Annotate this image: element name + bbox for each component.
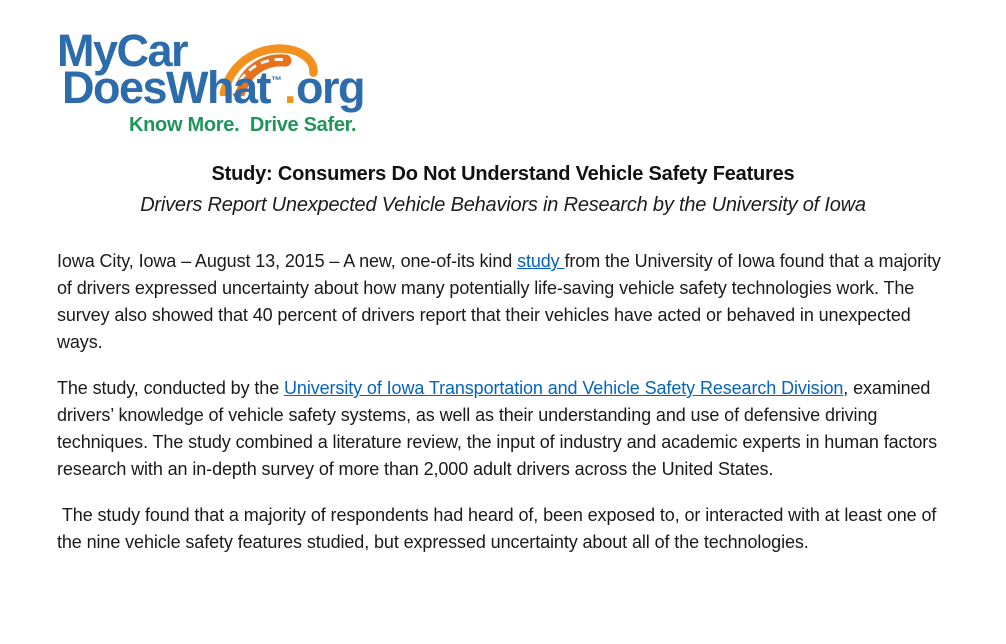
logo-line1: MyCar [57, 25, 188, 76]
logo-tagline: Know More. Drive Safer. [129, 114, 357, 136]
paragraph-text: The study, conducted by the [57, 378, 285, 398]
paragraph [57, 375, 957, 483]
paragraph-text: , examined drivers’ knowledge of vehicle safety systems, as well as their understanding and use of defensive driving techniques. The study combined a literature review, the input of industry and academic experts in human factors research with an in-depth survey of more than 2,000 adult drivers across the United States. [57, 378, 938, 479]
paragraph [57, 502, 957, 556]
logo-text-doeswhat-org [62, 62, 365, 113]
paragraph-text: from the University of Iowa found that a majority of drivers expressed uncertainty about how many potentially life-saving vehicle safety technologies work. The survey also showed that 40 percent of drivers report that their vehicles have acted or behaved in unexpected ways. [57, 251, 941, 352]
logo-line2-suffix: org [296, 62, 365, 113]
page-title: Study: Consumers Do Not Understand Vehicle Safety Features [211, 163, 795, 185]
document-page [0, 25, 1006, 644]
trademark-symbol: ™ [271, 75, 283, 87]
hyperlink[interactable]: University of Iowa Transportation and Vehicle Safety Research Division [284, 378, 844, 398]
paragraph-text: Iowa City, Iowa – August 13, 2015 – A new, one-of-its kind [57, 251, 518, 271]
logo-line2-main: DoesWhat [62, 62, 271, 113]
paragraph [57, 248, 957, 356]
article-body [57, 248, 957, 556]
logo-dot: . [284, 62, 296, 113]
site-logo [57, 25, 397, 140]
paragraph-text: The study found that a majority of respondents had heard of, been exposed to, or interacted with at least one of the nine vehicle safety features studied, but expressed uncertainty about all of the technologies. [57, 505, 937, 552]
hyperlink[interactable]: study [517, 251, 565, 271]
page-subtitle: Drivers Report Unexpected Vehicle Behaviors in Research by the University of Iowa [140, 194, 866, 216]
